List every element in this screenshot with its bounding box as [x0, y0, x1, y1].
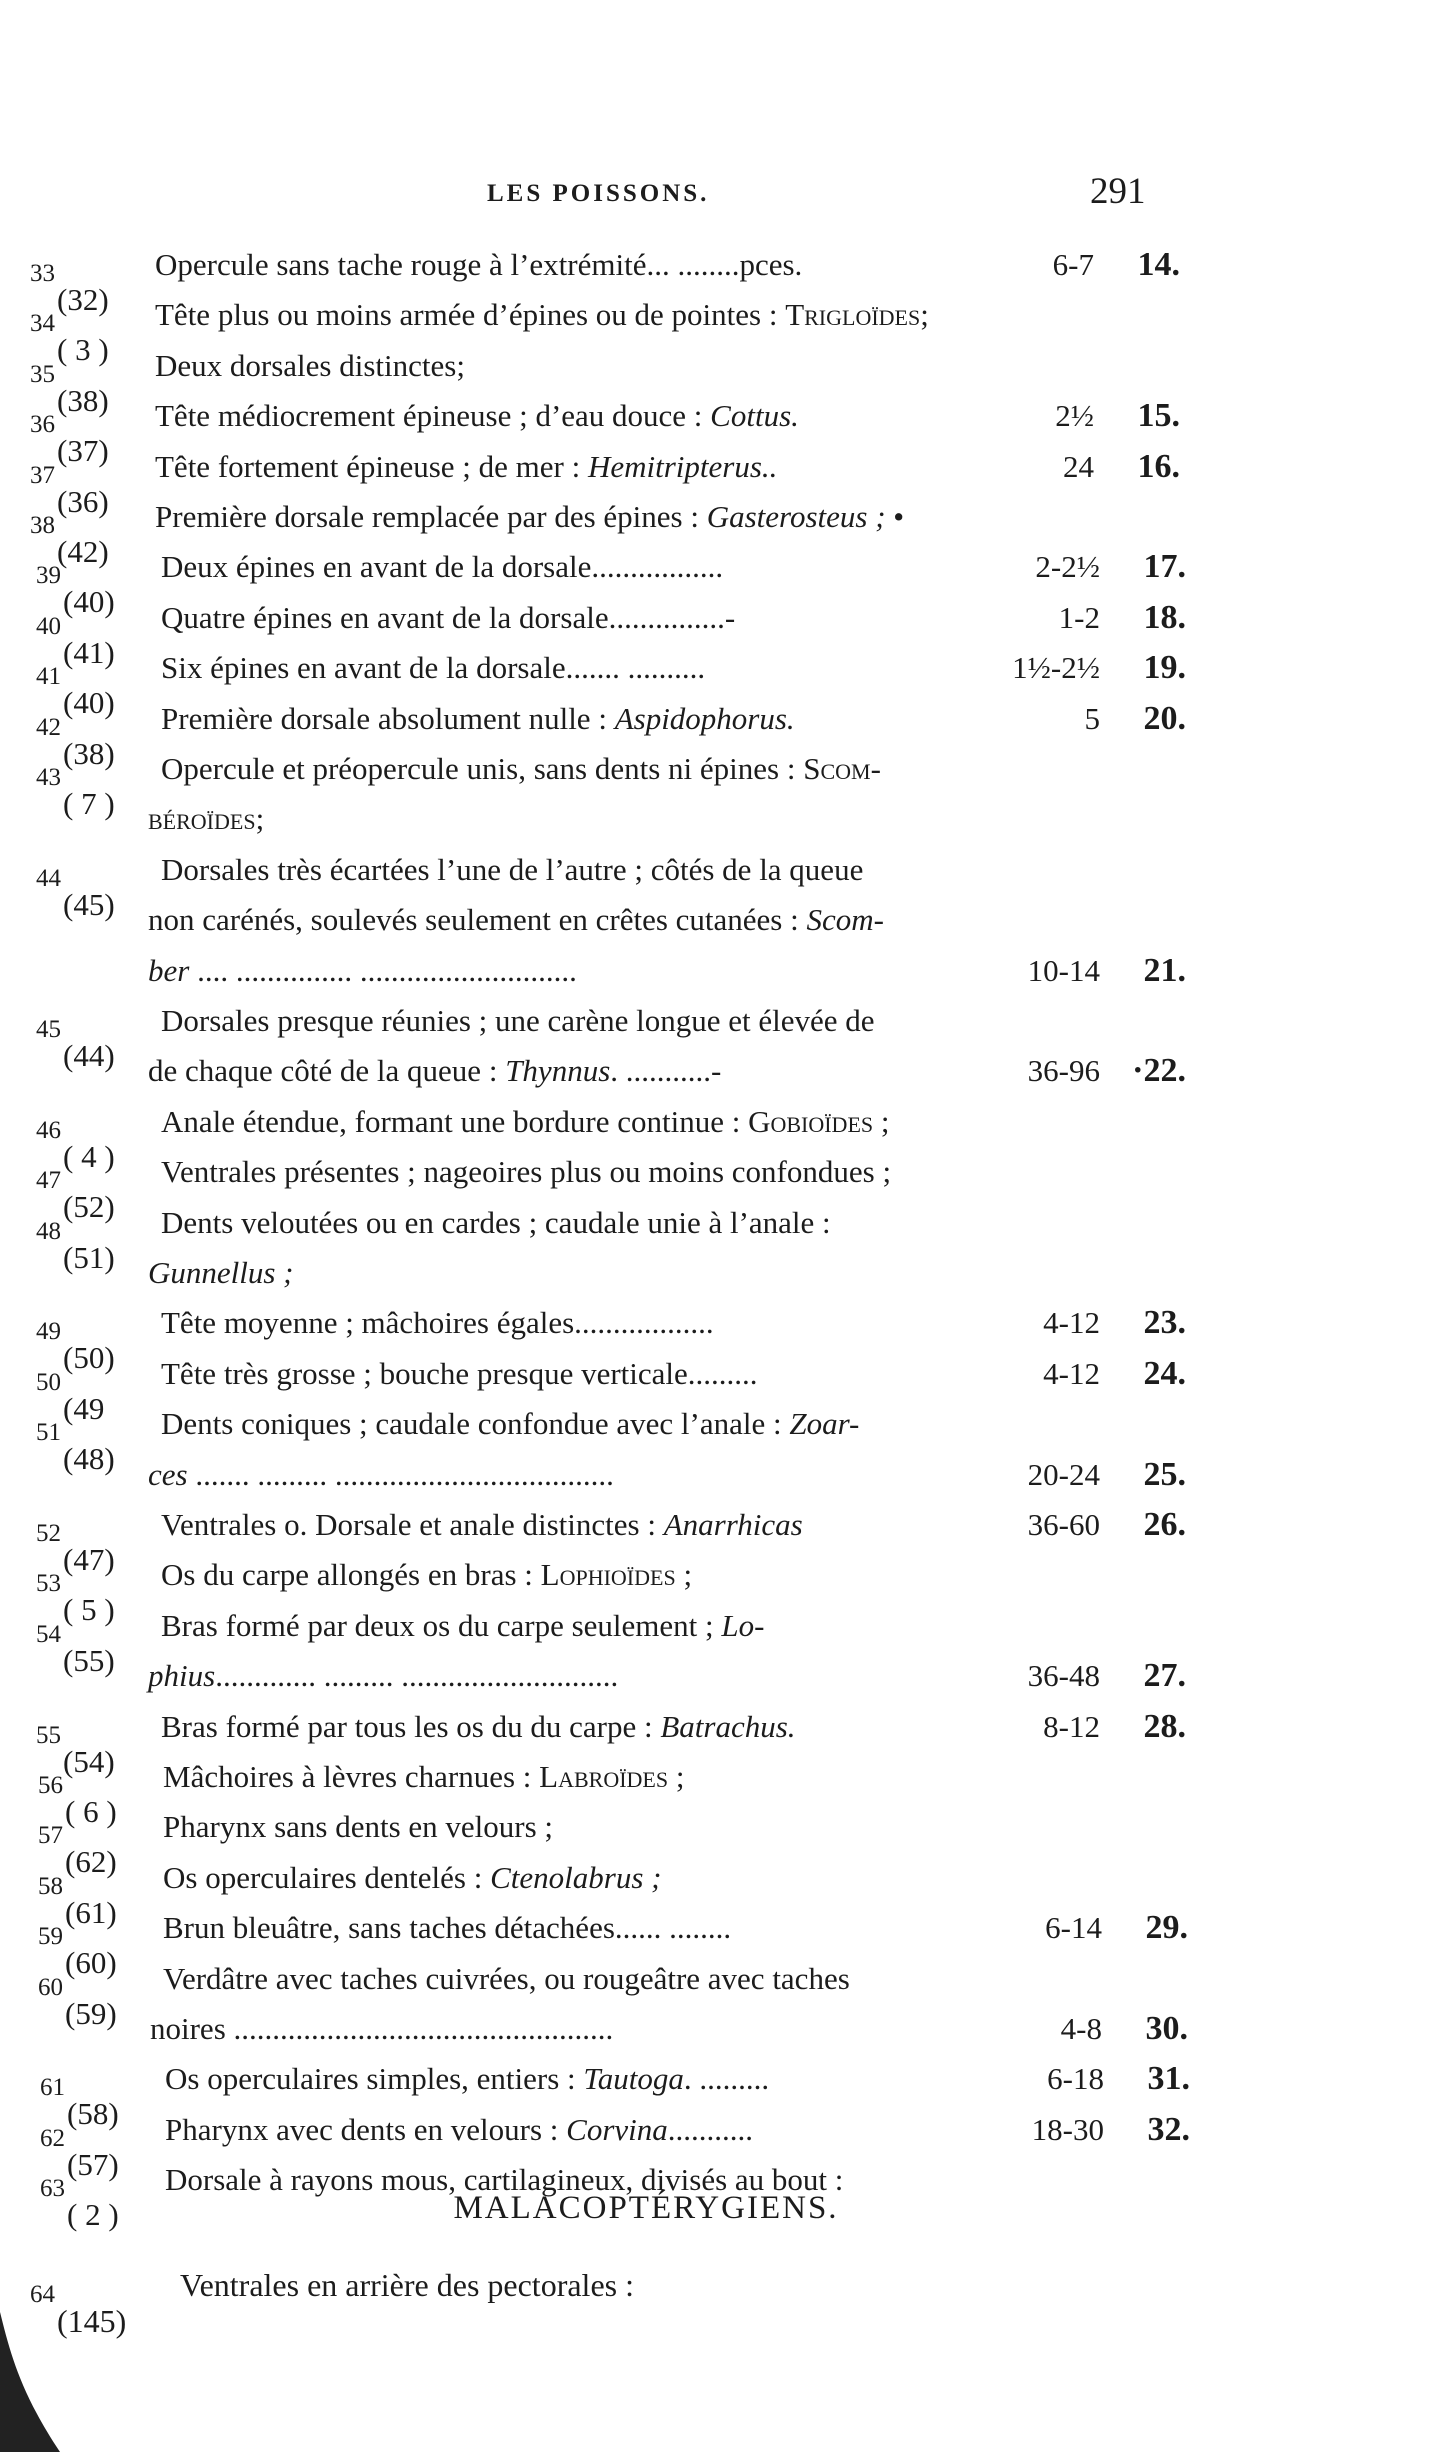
family-name: Lophioïdes [540, 1557, 676, 1593]
taxon-name: Aspidophorus. [614, 700, 795, 736]
entry-number: 38 [30, 512, 55, 539]
entry-text [161, 996, 875, 1046]
genus-number: 21. [1143, 951, 1186, 989]
entry-continuation [36, 794, 1186, 844]
entry-reference: (47) [63, 1542, 115, 1577]
entry-text-segment: Bras formé par deux os du carpe seulement ; [161, 1607, 722, 1643]
entry-reference: (45) [63, 886, 115, 922]
taxon-name: Zoar- [789, 1406, 860, 1442]
entry-reference: (48) [63, 1441, 115, 1477]
size-range: 20-24 [1027, 1456, 1100, 1492]
entry-text [161, 1399, 859, 1449]
entry-number: 61 [40, 2074, 65, 2102]
size-range: 1½-2½ [1012, 650, 1100, 686]
size-range: 5 [1084, 700, 1100, 736]
entry-number: 58 [38, 1872, 63, 1900]
entry-text-segment: . ...........- [610, 1053, 722, 1089]
entry-text [148, 895, 884, 945]
entry-text [150, 2004, 613, 2054]
entry-text-segment: Anale étendue, formant une bordure continue : [161, 1103, 749, 1139]
entry-text [155, 442, 777, 492]
entry-text [161, 1298, 714, 1348]
entry-reference: (32) [57, 282, 109, 317]
entry-text-segment: Os operculaires dentelés : [163, 1859, 491, 1895]
entry-text [161, 845, 863, 895]
taxon-name: Gunnellus ; [148, 1255, 294, 1290]
entry-text-segment: Tête très grosse ; bouche presque verticale......... [161, 1355, 758, 1391]
entry-text [163, 1802, 553, 1852]
entry-text-segment: Dorsale à rayons mous, cartilagineux, divisés au bout : [165, 2162, 844, 2198]
taxon-name: Anarrhicas [663, 1507, 803, 1542]
genus-number: 26. [1143, 1506, 1186, 1543]
entry-text-segment: ; [920, 297, 929, 333]
entry-text-segment: ; [873, 1103, 890, 1139]
entry-reference: (57) [67, 2146, 119, 2182]
entry-text-segment: Tête plus ou moins armée d’épines ou de pointes : [155, 297, 786, 333]
entry-text-segment: ; [255, 801, 265, 837]
entry-text [161, 1349, 758, 1399]
entry-number: 39 [36, 562, 61, 590]
entry-text-segment: Verdâtre avec taches cuivrées, ou rougeâtre avec taches [163, 1960, 850, 1996]
size-range: 2½ [1055, 398, 1094, 434]
entry-text [148, 946, 577, 996]
entry-text [165, 2105, 753, 2155]
entry-text-segment: .... ............... ............................ [189, 952, 577, 988]
entry-text [161, 1601, 764, 1651]
size-range: 36-48 [1027, 1658, 1100, 1694]
genus-number: 19. [1143, 649, 1186, 687]
entry-text [161, 1198, 831, 1248]
entry-text [161, 1500, 803, 1550]
entry-text-segment: ........... [667, 2111, 754, 2147]
entry-continuation [36, 946, 1186, 996]
family-name: béroïdes [148, 801, 256, 837]
entry-number: 53 [36, 1570, 61, 1598]
entry-text-segment: ; [668, 1759, 685, 1794]
size-range: 4-12 [1043, 1305, 1100, 1341]
entry-number: 49 [36, 1318, 61, 1346]
entry-number: 40 [36, 612, 61, 640]
entry-text-segment: Deux épines en avant de la dorsale................. [161, 549, 724, 585]
entry-reference: (59) [65, 1995, 117, 2031]
entry-text-segment: Brun bleuâtre, sans taches détachées...... ........ [163, 1910, 732, 1946]
entry-continuation [36, 1450, 1186, 1500]
genus-number: 18. [1143, 598, 1186, 636]
entry-reference: ( 6 ) [65, 1794, 117, 1829]
entry-continuation [36, 1651, 1186, 1701]
entry-reference: (37) [57, 433, 109, 469]
entry-number: 63 [40, 2175, 65, 2203]
entry-text-segment: Pharynx sans dents en velours ; [163, 1809, 554, 1845]
genus-number: 29. [1145, 1909, 1188, 1947]
entry-text-segment: Quatre épines en avant de la dorsale...............- [161, 599, 736, 635]
taxon-name: Hemitripterus.. [587, 448, 778, 484]
entry-text-segment: Tête moyenne ; mâchoires égales.................. [161, 1305, 714, 1341]
entry-text [148, 794, 264, 844]
entry-reference: (49 [63, 1390, 105, 1426]
entry-number: 60 [38, 1973, 63, 2001]
size-range: 6-14 [1045, 1910, 1102, 1946]
entry-continuation [36, 895, 1186, 945]
entry-reference: (61) [65, 1894, 117, 1930]
size-range: 6-7 [1052, 247, 1094, 282]
entry-reference: (51) [63, 1239, 115, 1275]
entry-number: 41 [36, 663, 61, 691]
entry-reference: ( 7 ) [63, 786, 115, 821]
entry-continuation [36, 1248, 1186, 1298]
entry-text [155, 391, 799, 441]
entry-reference: (36) [57, 483, 109, 519]
page-number: 291 [1090, 171, 1146, 212]
final-entry [30, 2260, 1180, 2339]
entry-text [163, 1853, 661, 1903]
entry-reference: (62) [65, 1844, 117, 1880]
entry-number: 37 [30, 461, 55, 489]
entry-text [148, 1651, 618, 1701]
size-range: 1-2 [1058, 599, 1100, 635]
taxon-name: Gasterosteus ; [706, 499, 886, 534]
entry-text [155, 240, 802, 290]
size-range: 10-14 [1027, 952, 1100, 988]
entry-text-segment: Dorsales presque réunies ; une carène longue et élevée de [161, 1003, 875, 1038]
entry-text-segment: noires ................................................. [150, 2011, 614, 2046]
entry-text [161, 694, 795, 744]
entry-text-segment: Tête médiocrement épineuse ; d’eau douce : [155, 398, 711, 434]
entry-number: 57 [38, 1822, 63, 1850]
taxon-name: Ctenolabrus ; [490, 1859, 662, 1895]
entry-text [163, 1954, 850, 2004]
entry-number: 62 [40, 2124, 65, 2152]
family-name: Gobioïdes [748, 1103, 874, 1139]
genus-number: 27. [1143, 1657, 1186, 1695]
entry-text [148, 1046, 721, 1096]
size-range: 4-12 [1043, 1355, 1100, 1391]
genus-number: 32. [1147, 2110, 1190, 2148]
entry-number: 55 [36, 1721, 61, 1749]
family-name: Labroïdes [539, 1759, 669, 1794]
entry-number: 48 [36, 1217, 61, 1245]
entry-text-segment: . ......... [683, 2061, 770, 2097]
entry-text-segment: Tête fortement épineuse ; de mer : [155, 448, 588, 484]
entry-text [161, 744, 881, 794]
entry-number: 33 [30, 260, 55, 287]
taxon-name: Corvina [566, 2111, 668, 2147]
entry-number: 42 [36, 713, 61, 741]
entry-reference: ( 3 ) [57, 332, 109, 368]
entry-text-segment: ............. ......... ............................ [215, 1658, 619, 1694]
entry-text [161, 1702, 796, 1752]
entry-number: 52 [36, 1520, 61, 1547]
genus-number: 30. [1145, 2010, 1188, 2047]
entry-reference: (58) [67, 2096, 119, 2132]
entry-text-segment: Deux dorsales distinctes; [155, 347, 465, 383]
entry-text [161, 1550, 692, 1600]
entry-text-segment: Première dorsale absolument nulle : [161, 700, 615, 736]
entry-text [163, 1903, 731, 1953]
entry-reference: (50) [63, 1340, 115, 1376]
entry-text [155, 290, 929, 340]
entry-text [161, 1097, 890, 1147]
entry-text [148, 1248, 294, 1298]
entry-text-segment: de chaque côté de la queue : [148, 1053, 506, 1089]
entry-text-segment: Dents veloutées ou en cardes ; caudale unie à l’anale : [161, 1204, 831, 1240]
entry-reference: (52) [63, 1189, 115, 1225]
size-range: 2-2½ [1035, 549, 1100, 585]
entry-text-segment: Six épines en avant de la dorsale....... .......... [161, 650, 706, 686]
entry-number: 64 [30, 2281, 55, 2308]
entry-text-segment: Mâchoires à lèvres charnues : [163, 1759, 540, 1794]
genus-number: 23. [1143, 1304, 1186, 1342]
entry-text-segment: Dents coniques ; caudale confondue avec l’anale : [161, 1406, 790, 1442]
taxon-name: Thynnus [505, 1053, 611, 1089]
entry-text: Ventrales en arrière des pectorales : [180, 2267, 634, 2303]
taxon-name: ber [148, 952, 190, 988]
entry-continuation [36, 1046, 1186, 1096]
entry-text-segment: Os du carpe allongés en bras : [161, 1557, 541, 1593]
entry-number: 36 [30, 411, 55, 439]
entry-text-segment: ....... ......... .................................... [187, 1456, 614, 1492]
taxon-name: ces [148, 1456, 188, 1492]
section-heading [0, 2190, 1452, 2227]
taxon-name: Cottus. [710, 398, 799, 434]
entry-text-segment: • [885, 499, 905, 534]
entry-text-segment: non carénés, soulevés seulement en crêtes cutanées : [148, 902, 807, 938]
entry-number: 50 [36, 1368, 61, 1396]
entry-number: 56 [38, 1772, 63, 1799]
entry-text [155, 492, 904, 542]
size-range: 4-8 [1060, 2011, 1102, 2046]
entry-text-segment: Pharynx avec dents en velours : [165, 2111, 567, 2147]
entry-text-segment: Dorsales très écartées l’une de l’autre ; côtés de la queue [161, 851, 864, 887]
page-edge-shadow [0, 2312, 90, 2452]
entry-text-segment: Opercule et préopercule unis, sans dents ni épines : [161, 751, 804, 786]
taxon-name: Lo- [721, 1607, 765, 1643]
genus-number: 14. [1137, 246, 1180, 283]
taxon-name: Tautoga [583, 2061, 684, 2097]
entry-number: 44 [36, 864, 61, 892]
entry-number: 54 [36, 1620, 61, 1648]
entry-reference: (41) [63, 634, 115, 670]
taxon-name: phius [148, 1658, 216, 1694]
running-title: LES POISSONS. [487, 180, 710, 207]
entry-text-segment: ; [675, 1557, 693, 1593]
size-range: 6-18 [1047, 2061, 1104, 2097]
entry-reference: ( 5 ) [63, 1592, 115, 1628]
family-name: Scom- [803, 751, 881, 786]
size-range: 18-30 [1031, 2111, 1104, 2147]
entry-text [148, 1450, 614, 1500]
genus-number: 16. [1137, 447, 1180, 485]
entry-text [161, 1147, 891, 1197]
entry-reference: (55) [63, 1642, 115, 1678]
entry-text [161, 643, 705, 693]
entry-number: 51 [36, 1419, 61, 1447]
entry-reference: (40) [63, 685, 115, 721]
entry-text [165, 2054, 769, 2104]
entry-reference: (44) [63, 1038, 115, 1073]
entry-continuation [38, 2004, 1188, 2054]
entry-text-segment: Bras formé par tous les os du du carpe : [161, 1708, 661, 1744]
entry-text-segment: Première dorsale remplacée par des épines : [155, 499, 707, 534]
entry-number: 43 [36, 764, 61, 791]
entry-text-segment: Opercule sans tache rouge à l’extrémité... ........pces. [155, 247, 803, 282]
family-name: Trigloïdes [785, 297, 921, 333]
entry-number: 59 [38, 1923, 63, 1951]
entry-reference: (54) [63, 1743, 115, 1779]
entry-number: 47 [36, 1167, 61, 1195]
genus-number: 31. [1147, 2060, 1190, 2098]
genus-number: ·22. [1132, 1052, 1186, 1090]
entry-reference: ( 4 ) [63, 1138, 115, 1174]
size-range: 36-60 [1027, 1507, 1100, 1542]
genus-number: 17. [1143, 548, 1186, 586]
entry-reference: (40) [63, 584, 115, 620]
entry-reference: (42) [57, 534, 109, 569]
entry-reference: (38) [63, 735, 115, 771]
size-range: 8-12 [1043, 1708, 1100, 1744]
taxon-name: Scom- [806, 902, 884, 938]
entry-reference: (38) [57, 382, 109, 418]
entry-text [161, 593, 735, 643]
entry-text [163, 1752, 684, 1802]
entry-number: 35 [30, 360, 55, 388]
entry-text-segment: Ventrales o. Dorsale et anale distinctes : [161, 1507, 664, 1542]
size-range: 36-96 [1027, 1053, 1100, 1089]
entry-reference: (145) [57, 2303, 127, 2339]
taxon-name: Batrachus. [660, 1708, 796, 1744]
entry-text [155, 341, 465, 391]
entry-reference: ( 2 ) [67, 2197, 119, 2233]
genus-number: 24. [1143, 1354, 1186, 1392]
genus-number: 25. [1143, 1455, 1186, 1493]
size-range: 24 [1063, 448, 1094, 484]
entry-text [161, 542, 723, 592]
entry-number: 45 [36, 1016, 61, 1043]
entry-reference: (60) [65, 1945, 117, 1981]
entry-number: 34 [30, 310, 55, 338]
section-heading-text: MALACOPTÉRYGIENS. [453, 2190, 839, 2226]
entry-text-segment: Ventrales présentes ; nageoires plus ou moins confondues ; [161, 1154, 892, 1190]
genus-number: 28. [1143, 1707, 1186, 1745]
entry-text-segment: Os operculaires simples, entiers : [165, 2061, 584, 2097]
genus-number: 15. [1137, 397, 1180, 435]
genus-number: 20. [1143, 699, 1186, 737]
entry-number: 46 [36, 1116, 61, 1144]
